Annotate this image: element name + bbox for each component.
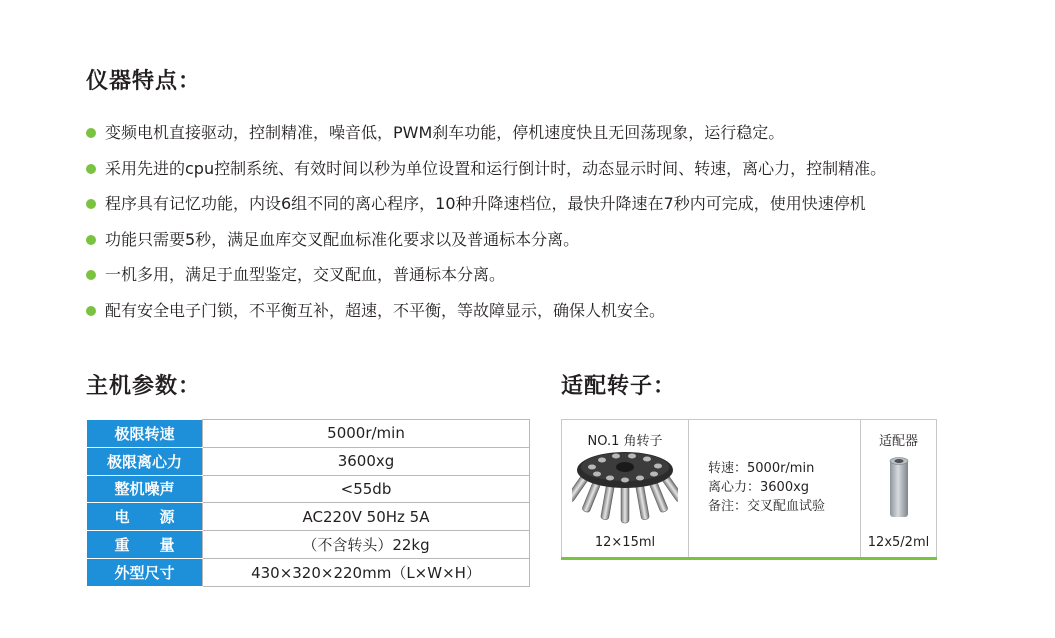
table-row — [87, 475, 530, 503]
feature-item — [86, 192, 886, 228]
table-row — [87, 420, 530, 448]
param-key: 极限离心力 — [87, 447, 203, 475]
param-value: <55db — [203, 475, 530, 503]
table-row — [87, 558, 530, 586]
feature-text: 程序具有记忆功能，内设6组不同的离心程序，10种升降速档位，最快升降速在7秒内可完成，使用快速停机 — [105, 194, 866, 213]
param-value: 3600xg — [203, 447, 530, 475]
params-title: 主机参数： — [86, 374, 202, 399]
bullet-icon — [86, 199, 96, 209]
param-key: 电 源 — [87, 503, 203, 531]
feature-item — [86, 121, 886, 157]
rotor-image-cell — [562, 420, 689, 557]
feature-text: 变频电机直接驱动，控制精准，噪音低，PWM刹车功能，停机速度快且无回荡现象，运行稳定。 — [105, 123, 785, 142]
spec-speed: 转速：5000r/min — [708, 461, 815, 476]
feature-item — [86, 299, 886, 335]
rotor-specs-cell — [688, 420, 861, 557]
adapter-icon — [888, 456, 910, 520]
bullet-icon — [86, 128, 96, 138]
rotor-capacity: 12×15ml — [594, 535, 656, 550]
adapter-label: 适配器 — [878, 434, 918, 449]
param-value: （不含转头）22kg — [203, 531, 530, 559]
bullet-icon — [86, 164, 96, 174]
spec-force: 离心力：3600xg — [708, 480, 810, 495]
rotor-name: NO.1 角转子 — [587, 434, 663, 449]
param-value: 430×320×220mm（L×W×H） — [203, 558, 530, 586]
param-key: 极限转速 — [87, 420, 203, 448]
bullet-icon — [86, 270, 96, 280]
param-key: 重 量 — [87, 531, 203, 559]
adapter-capacity: 12x5/2ml — [867, 535, 930, 550]
params-table — [86, 419, 530, 587]
table-row — [87, 531, 530, 559]
features-list — [86, 121, 886, 334]
bullet-icon — [86, 235, 96, 245]
feature-text: 功能只需要5秒，满足血库交叉配血标准化要求以及普通标本分离。 — [105, 229, 580, 249]
feature-item — [86, 157, 886, 193]
feature-text: 一机多用，满足于血型鉴定，交叉配血，普通标本分离。 — [105, 265, 506, 284]
feature-text: 采用先进的cpu控制系统、有效时间以秒为单位设置和运行倒计时，动态显示时间、转速，离心力，控制精准。 — [105, 158, 887, 178]
param-key: 整机噪声 — [87, 475, 203, 503]
feature-item — [86, 263, 886, 299]
adapter-cell — [860, 420, 937, 557]
angle-rotor-icon — [572, 450, 678, 528]
rotor-title: 适配转子： — [561, 374, 677, 399]
param-value: AC220V 50Hz 5A — [203, 503, 530, 531]
rotor-specs — [708, 459, 825, 516]
feature-item — [86, 228, 886, 264]
table-row — [87, 447, 530, 475]
param-value: 5000r/min — [203, 420, 530, 448]
spec-note: 备注：交叉配血试验 — [708, 499, 826, 514]
features-title: 仪器特点： — [86, 69, 202, 94]
accent-bar — [561, 557, 937, 560]
table-row — [87, 503, 530, 531]
param-key: 外型尺寸 — [87, 558, 203, 586]
bullet-icon — [86, 306, 96, 316]
rotor-card — [561, 419, 937, 557]
feature-text: 配有安全电子门锁，不平衡互补，超速，不平衡，等故障显示，确保人机安全。 — [105, 300, 666, 320]
